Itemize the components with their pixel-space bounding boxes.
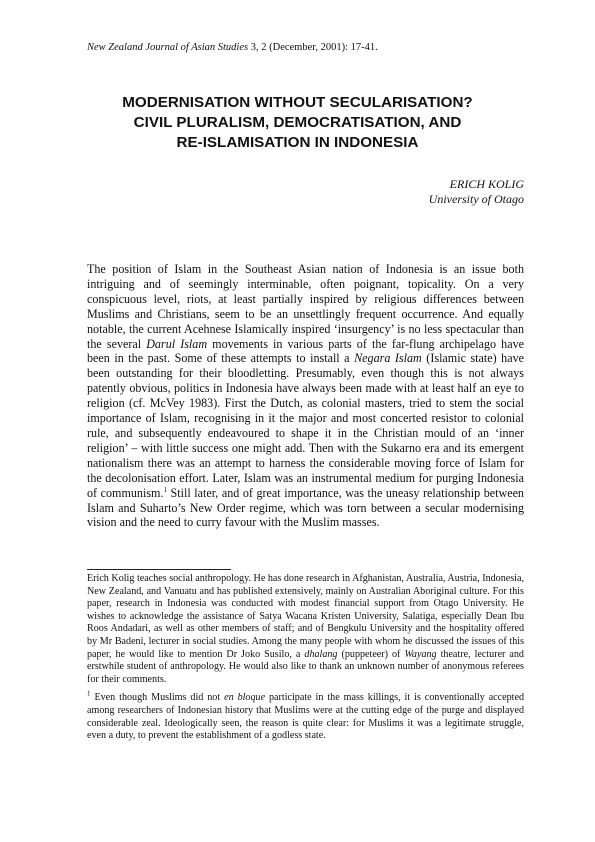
footnotes (87, 573, 524, 743)
footnote-text-run: Even though Muslims did not (90, 692, 225, 704)
body-text-run: Still later, and of great importance, was the uneasy relationship between Islam and Suharto’s New Order regime, which was torn between a secular modernising vision and the need to curry favour with the Muslim masses. (87, 485, 524, 530)
body-text-run: movements in various parts of the far-flung archipelago have been in the past. Some of these attempts to install a (87, 336, 524, 366)
footnote-divider (87, 569, 231, 570)
author-name: ERICH KOLIG (449, 177, 524, 191)
body-text-run: The position of Islam in the Southeast Asian nation of Indonesia is an issue both intriguing and of seemingly interminable, often poignant, topicality. On a very conspicuous level, riots, at least partially inspired by religious differences between Muslims and Christians, seem to be an unsettlingly frequent occurrence. And equally notable, the current Acehnese Islamically inspired ‘insurgency’ is no less spectacular than the several (87, 262, 524, 351)
author-affiliation: University of Otago (428, 192, 524, 206)
footnote-italic-term: en bloque (224, 692, 266, 704)
footnote-italic-term: dhalang (304, 648, 338, 660)
title-line: RE-ISLAMISATION IN INDONESIA (176, 134, 419, 151)
body-text-run: (Islamic state) have been outstanding for their bloodletting. Presumably, even though this is not always patently obvious, politics in Indonesia have always been made with at least half an eye to religion (cf. McVey 1983). First the Dutch, as colonial masters, tried to stem the social importance of Islam, recognising in it the major and most concerted resistor to colonial rule, and subsequently endeavoured to shape it in the Christian mould of an ‘inner religion’ – with little success one might add. Then with the Sukarno era and its emergent nationalism there was an attempt to harness the considerable moving force of Islam for the decolonisation effort. Later, Islam was an instrumental medium for purging Indonesia of communism. (87, 351, 525, 500)
footnote-text-run: theatre, lecturer and erstwhile student of anthropology. He would also like to thank an unknown number of anonymous referees for their comments. (87, 648, 524, 685)
article-title (60, 93, 535, 153)
body-italic-term: Darul Islam (146, 336, 208, 351)
footnote-text-run: participate in the mass killings, it is conventionally accepted among researchers of Indonesian history that Muslims were at the cutting edge of the purge and displayed considerable zeal. Ideologically seen, the reason is quite clear: for Muslims it was a legitimate struggle, even a duty, to prevent the establishment of a godless state. (87, 692, 524, 742)
author-block (429, 177, 524, 207)
issue-pages: 3, 2 (December, 2001): 17-41. (248, 42, 378, 53)
footnote-1 (87, 689, 524, 742)
title-line: CIVIL PLURALISM, DEMOCRATISATION, AND (133, 114, 462, 131)
journal-citation (87, 42, 378, 53)
footnote-italic-term: Wayang (404, 648, 437, 660)
footnote-text-run: (puppeteer) of (337, 648, 405, 660)
body-paragraph (87, 262, 524, 530)
footnote-marker: 1 (87, 689, 91, 698)
footnote-text-run: Erich Kolig teaches social anthropology. He has done research in Afghanistan, Australia, Austria, Indonesia, New Zealand, and Vanuatu and has published extensively, mainly on Australian Aboriginal culture. For this paper, research in Indonesia was conducted with modest financial support from Otago University. He wishes to acknowledge the assistance of Satya Wacana Kristen University, Salatiga, especially Dean Ibu Roos Andadari, as well as other members of staff; and of Bengkulu University and the hospitality offered by Mr Badeni, lecturer in social studies. Among the many people with whom he discussed the issues of this paper, he would like to mention Dr Joko Susilo, a (87, 573, 524, 660)
author-note (87, 573, 524, 686)
title-line: MODERNISATION WITHOUT SECULARISATION? (122, 94, 473, 111)
journal-name: New Zealand Journal of Asian Studies (87, 42, 249, 53)
body-italic-term: Negara Islam (354, 351, 422, 366)
footnote-reference[interactable]: 1 (163, 485, 167, 494)
